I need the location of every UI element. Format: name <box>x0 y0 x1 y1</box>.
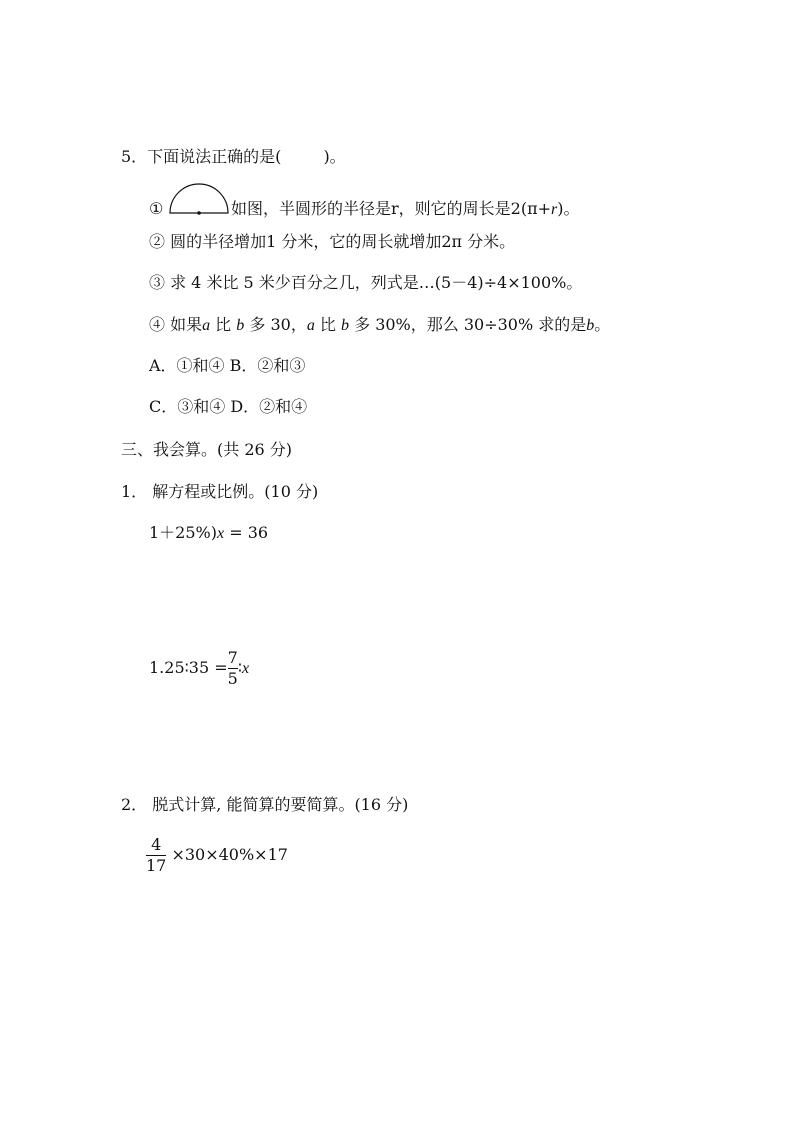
part-2-title: 2． 脱式计算, 能简算的要简算。(16 分) <box>121 795 409 814</box>
fraction-4-17: $\frac{4}{17}$ <box>146 835 167 875</box>
statement-3: ③ 求 4 米比 5 米少百分之几，列式是…(5－4)÷4×100%。 <box>149 273 583 292</box>
semicircle-figure <box>168 180 230 216</box>
section-3-title: 三、我会算。(共 26 分) <box>121 440 293 459</box>
part-1-title: 1． 解方程或比例。(10 分) <box>121 482 319 501</box>
fraction-7-5: $\frac{7}{5}$ <box>227 648 238 688</box>
statement-1: ① <box>149 199 164 218</box>
options-c-d: C．③和④ D．②和④ <box>149 397 308 416</box>
options-a-b: A．①和④ B．②和③ <box>149 356 306 375</box>
question-5-stem: 5．下面说法正确的是( )。 <box>121 147 346 166</box>
equation-2: 1.25∶35 = $\frac{7}{5}$ ∶x <box>149 648 250 688</box>
statement-1-text: 如图，半圆形的半径是r，则它的周长是2(π+r)。 <box>231 199 580 218</box>
statement-2: ② 圆的半径增加1 分米，它的周长就增加2π 分米。 <box>149 232 516 251</box>
statement-4: ④ 如果a 比 b 多 30，a 比 b 多 30%，那么 30÷30% 求的是b。 <box>149 315 611 334</box>
equation-1: 1＋25%)x = 36 <box>149 523 269 542</box>
expression-1: $\frac{4}{17}$ ×30×40%×17 <box>146 835 288 875</box>
